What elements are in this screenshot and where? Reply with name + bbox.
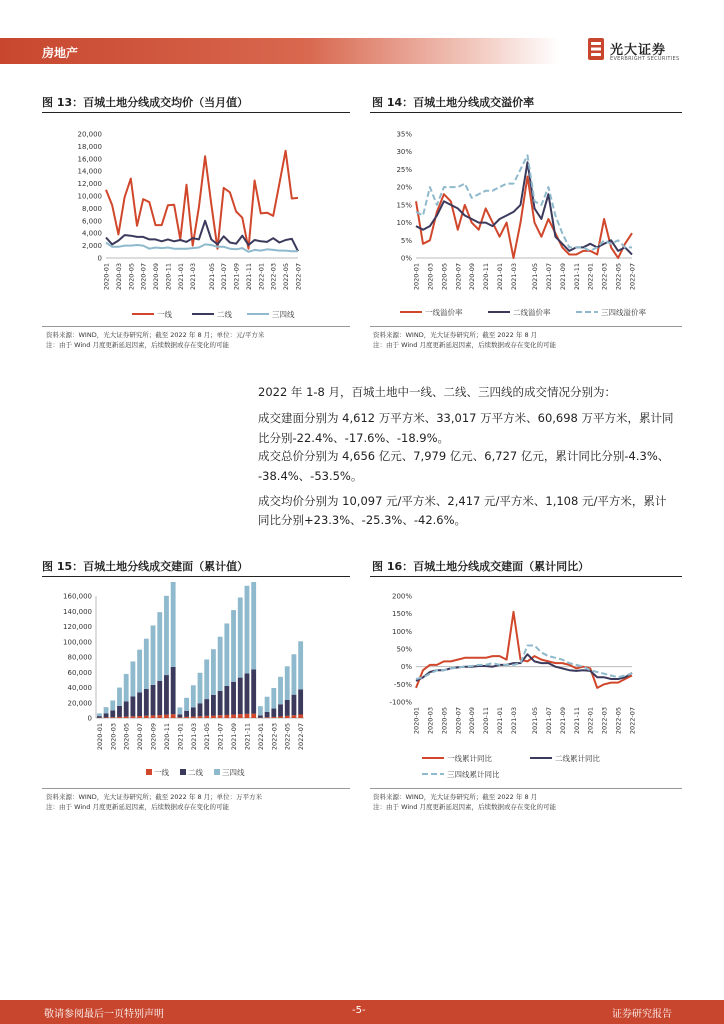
footer-report-type: 证券研究报告	[612, 1009, 672, 1020]
fig16-note: 注：由于 Wind 月度更新延迟因素，后续数据或存在变化的可能	[373, 803, 556, 811]
legend-label: 一线	[157, 310, 172, 319]
bar-segment	[251, 669, 256, 713]
y-tick-label: 0	[97, 254, 102, 263]
bar-segment	[184, 717, 189, 718]
x-tick-label: 2021-07	[216, 723, 225, 751]
x-tick-label: 2020-01	[95, 723, 104, 751]
x-tick-label: 2020-11	[162, 723, 171, 751]
x-tick-label: 2022-07	[628, 263, 637, 291]
x-tick-label: 2021-03	[189, 723, 198, 751]
bar-segment	[191, 717, 196, 718]
x-tick-label: 2020-05	[127, 263, 136, 291]
x-tick-label: 2022-01	[256, 723, 265, 751]
y-tick-label: 80,000	[67, 653, 92, 662]
bar-segment	[198, 703, 203, 716]
y-tick-label: 15%	[396, 201, 412, 210]
x-tick-label: 2020-01	[412, 707, 421, 735]
body-paragraph-price-line1: 成交总价分别为 4,656 亿元、7,979 亿元、6,727 亿元，累计同比分别-4.3%、	[258, 449, 670, 463]
bar-segment	[285, 716, 290, 718]
legend-label: 一线	[154, 768, 169, 777]
bar-segment	[137, 650, 142, 693]
brand-logo-icon	[588, 38, 604, 60]
x-tick-label: 2020-11	[482, 707, 491, 735]
bar-segment	[292, 715, 297, 718]
fig13-title: 图 13：百城土地分线成交均价（当月值）	[42, 96, 249, 109]
legend-swatch	[214, 769, 220, 775]
y-tick-label: 14,000	[77, 167, 102, 176]
fig14-title: 图 14：百城土地分线成交溢价率	[372, 96, 535, 109]
y-tick-label: 2,000	[81, 242, 102, 251]
x-tick-label: 2020-05	[440, 707, 449, 735]
bar-segment	[224, 686, 229, 715]
bar-segment	[110, 700, 115, 710]
y-tick-label: 35%	[396, 130, 412, 139]
bar-segment	[97, 716, 102, 718]
legend-label: 三四线累计同比	[447, 770, 500, 779]
y-tick-label: 16,000	[77, 155, 102, 164]
bar-segment	[177, 714, 182, 717]
bar-segment	[137, 692, 142, 716]
bar-segment	[124, 701, 129, 716]
y-tick-label: 120,000	[63, 623, 92, 631]
x-tick-label: 2020-03	[114, 263, 123, 291]
body-paragraph-avg-line2: 同比分别+23.3%、-25.3%、-42.6%。	[258, 513, 467, 527]
bar-segment	[278, 677, 283, 704]
bar-segment	[151, 685, 156, 716]
brand-name-en: EVERBRIGHT SECURITIES	[610, 56, 680, 62]
bar-segment	[124, 674, 129, 701]
x-tick-label: 2022-07	[294, 263, 303, 291]
x-tick-label: 2022-05	[614, 263, 623, 291]
y-tick-label: 0	[87, 714, 92, 723]
fig15-title: 图 15：百城土地分线成交建面（累计值）	[42, 560, 249, 573]
x-tick-label: 2021-01	[176, 723, 185, 751]
x-tick-label: 2021-11	[572, 707, 581, 735]
x-tick-label: 2020-03	[426, 707, 435, 735]
brand-logo	[588, 36, 688, 66]
y-tick-label: 0%	[400, 663, 412, 672]
y-tick-label: 160,000	[63, 592, 92, 601]
bar-segment	[251, 582, 256, 669]
bar-segment	[265, 717, 270, 718]
fig14-rule	[370, 112, 682, 113]
fig13-rule	[42, 112, 350, 113]
legend-label: 二线溢价率	[513, 308, 551, 317]
bar-segment	[224, 715, 229, 718]
bar-segment	[298, 714, 303, 718]
bar-segment	[171, 667, 176, 714]
x-tick-label: 2020-05	[440, 263, 449, 291]
bar-segment	[271, 709, 276, 717]
x-tick-label: 2021-09	[230, 723, 239, 751]
bar-segment	[157, 715, 162, 718]
x-tick-label: 2020-11	[164, 263, 173, 291]
fig13-note: 注：由于 Wind 月度更新延迟因素，后续数据或存在变化的可能	[46, 341, 229, 349]
bar-segment	[104, 707, 109, 713]
y-tick-label: -100%	[389, 698, 412, 707]
fig15-chart	[42, 582, 350, 786]
bar-segment	[298, 689, 303, 714]
fig16-rule-bottom	[370, 788, 682, 789]
legend-label: 三四线溢价率	[601, 308, 646, 317]
x-tick-label: 2021-09	[558, 263, 567, 291]
bar-segment	[157, 612, 162, 681]
x-tick-label: 2021-11	[244, 263, 253, 291]
legend-swatch	[180, 769, 186, 775]
legend-label: 一线累计同比	[447, 754, 492, 763]
series-line	[106, 243, 298, 252]
y-tick-label: 100,000	[63, 638, 92, 647]
bar-segment	[278, 716, 283, 718]
bar-segment	[130, 661, 135, 696]
fig13-rule-bottom	[42, 326, 350, 327]
bar-segment	[117, 717, 122, 718]
bar-segment	[184, 698, 189, 711]
bar-segment	[110, 710, 115, 717]
fig16-title: 图 16：百城土地分线成交建面（累计同比）	[372, 560, 590, 573]
y-tick-label: -50%	[393, 680, 412, 689]
y-tick-label: 20,000	[77, 130, 102, 139]
body-paragraph-intro: 2022 年 1-8 月，百城土地中一线、二线、三四线的成交情况分别为：	[258, 385, 617, 399]
x-tick-label: 2020-09	[468, 263, 477, 291]
fig14-note: 注：由于 Wind 月度更新延迟因素，后续数据或存在变化的可能	[373, 341, 556, 349]
x-tick-label: 2022-05	[614, 707, 623, 735]
bar-segment	[117, 688, 122, 706]
y-tick-label: 60,000	[67, 668, 92, 677]
legend-label: 二线	[217, 310, 232, 319]
bar-segment	[151, 625, 156, 684]
fig15-rule-bottom	[42, 788, 350, 789]
x-tick-label: 2020-09	[468, 707, 477, 735]
bar-segment	[245, 673, 250, 713]
bar-segment	[245, 586, 250, 674]
x-tick-label: 2022-03	[600, 263, 609, 291]
bar-segment	[218, 691, 223, 715]
bar-segment	[130, 696, 135, 716]
bar-segment	[171, 582, 176, 667]
x-tick-label: 2020-07	[454, 707, 463, 735]
bar-segment	[177, 707, 182, 714]
bar-segment	[198, 716, 203, 718]
bar-segment	[104, 717, 109, 718]
bar-segment	[137, 716, 142, 718]
y-tick-label: 40,000	[67, 684, 92, 692]
bar-segment	[130, 716, 135, 718]
x-tick-label: 2021-11	[243, 723, 252, 751]
y-tick-label: 6,000	[81, 217, 102, 226]
footer-disclaimer: 敬请参阅最后一页特别声明	[44, 1009, 164, 1020]
bar-segment	[151, 715, 156, 718]
bar-segment	[184, 711, 189, 717]
bar-segment	[218, 715, 223, 718]
bar-segment	[292, 695, 297, 716]
y-tick-label: 200%	[391, 592, 412, 601]
x-tick-label: 2021-09	[558, 707, 567, 735]
x-tick-label: 2022-07	[628, 707, 637, 735]
x-tick-label: 2020-07	[454, 263, 463, 291]
y-tick-label: 0%	[400, 254, 412, 263]
y-tick-label: 8,000	[81, 204, 102, 213]
fig13-chart	[42, 118, 350, 324]
x-tick-label: 2020-05	[122, 723, 131, 751]
bar-segment	[211, 649, 216, 695]
bar-segment	[124, 717, 129, 718]
x-tick-label: 2021-07	[544, 263, 553, 291]
bar-segment	[271, 717, 276, 718]
bar-segment	[265, 697, 270, 712]
y-tick-label: 150%	[391, 610, 412, 619]
x-tick-label: 2021-03	[510, 707, 519, 735]
fig15-rule	[42, 576, 350, 577]
bar-segment	[245, 714, 250, 718]
x-tick-label: 2020-03	[109, 723, 118, 751]
x-tick-label: 2020-03	[426, 263, 435, 291]
legend-label: 二线累计同比	[555, 754, 600, 763]
bar-segment	[164, 596, 169, 675]
bar-segment	[218, 637, 223, 691]
y-tick-label: 50%	[396, 645, 412, 654]
x-tick-label: 2021-01	[176, 263, 185, 291]
x-tick-label: 2022-01	[257, 263, 266, 291]
x-tick-label: 2021-03	[510, 263, 519, 291]
x-tick-label: 2021-01	[496, 263, 505, 291]
x-tick-label: 2020-11	[482, 263, 491, 291]
bar-segment	[224, 623, 229, 686]
bar-segment	[238, 598, 243, 678]
bar-segment	[164, 675, 169, 715]
bar-segment	[204, 716, 209, 718]
legend-label: 一线溢价率	[425, 308, 463, 317]
brand-name-cn: 光大证券	[610, 43, 667, 58]
bar-segment	[285, 700, 290, 716]
x-tick-label: 2020-09	[149, 723, 158, 751]
legend-label: 二线	[188, 768, 203, 777]
y-tick-label: 140,000	[63, 607, 92, 616]
bar-segment	[117, 706, 122, 717]
series-line	[416, 654, 632, 681]
header-bar	[0, 38, 560, 64]
body-paragraph-area-line1: 成交建面分别为 4,612 万平方米、33,017 万平方米、60,698 万平方米，累计同	[258, 411, 674, 425]
bar-segment	[292, 654, 297, 694]
fig14-chart	[370, 118, 682, 324]
bar-segment	[144, 639, 149, 689]
y-tick-label: 10%	[396, 219, 412, 228]
bar-segment	[265, 712, 270, 717]
bar-segment	[231, 715, 236, 718]
x-tick-label: 2020-01	[412, 263, 421, 291]
y-tick-label: 10,000	[77, 192, 102, 201]
fig14-rule-bottom	[370, 326, 682, 327]
x-tick-label: 2022-01	[586, 707, 595, 735]
y-tick-label: 5%	[400, 236, 412, 245]
bar-segment	[231, 610, 236, 682]
bar-segment	[171, 714, 176, 718]
bar-segment	[204, 699, 209, 716]
bar-segment	[191, 685, 196, 707]
bar-segment	[144, 689, 149, 716]
bar-segment	[204, 659, 209, 699]
fig15-source: 资料来源：WIND，光大证券研究所；截至 2022 年 8 月；单位：万平方米	[46, 793, 263, 801]
x-tick-label: 2021-05	[207, 263, 216, 291]
y-tick-label: 4,000	[81, 229, 102, 238]
x-tick-label: 2021-07	[544, 707, 553, 735]
x-tick-label: 2022-05	[282, 263, 291, 291]
x-tick-label: 2020-01	[102, 263, 111, 291]
x-tick-label: 2020-09	[152, 263, 161, 291]
bar-segment	[211, 695, 216, 716]
body-paragraph-avg-line1: 成交均价分别为 10,097 元/平方米、2,417 元/平方米、1,108 元/平方米，累计	[258, 494, 667, 508]
x-tick-label: 2021-01	[496, 707, 505, 735]
bar-segment	[211, 716, 216, 718]
bar-segment	[198, 673, 203, 704]
page-number: -5-	[352, 1005, 366, 1016]
series-line	[106, 151, 298, 249]
x-tick-label: 2020-07	[136, 723, 145, 751]
bar-segment	[298, 641, 303, 689]
body-paragraph-price-line2: -38.4%、-53.5%。	[258, 469, 363, 483]
bar-segment	[104, 713, 109, 717]
x-tick-label: 2022-05	[283, 723, 292, 751]
bar-segment	[238, 714, 243, 718]
bar-segment	[231, 682, 236, 715]
y-tick-label: 30%	[396, 148, 412, 157]
x-tick-label: 2021-11	[572, 263, 581, 291]
fig13-source: 资料来源：WIND，光大证券研究所；截至 2022 年 8 月；单位：元/平方米	[46, 331, 265, 339]
legend-label: 三四线	[222, 768, 245, 777]
bar-segment	[110, 717, 115, 718]
footer-bar	[0, 1000, 724, 1024]
y-tick-label: 12,000	[77, 180, 102, 189]
bar-segment	[164, 715, 169, 718]
bar-segment	[177, 717, 182, 718]
y-tick-label: 20,000	[67, 699, 92, 708]
x-tick-label: 2022-03	[269, 263, 278, 291]
bar-segment	[251, 714, 256, 718]
fig16-source: 资料来源：WIND，光大证券研究所；截至 2022 年 8 月	[373, 793, 538, 801]
bar-segment	[144, 716, 149, 718]
x-tick-label: 2022-07	[297, 723, 306, 751]
section-title: 房地产	[42, 46, 79, 60]
body-paragraph-area-line2: 比分别-22.4%、-17.6%、-18.9%。	[258, 431, 450, 445]
x-tick-label: 2022-03	[600, 707, 609, 735]
x-tick-label: 2021-05	[530, 707, 539, 735]
fig15-note: 注：由于 Wind 月度更新延迟因素，后续数据或存在变化的可能	[46, 803, 229, 811]
fig16-chart	[370, 582, 682, 786]
bar-segment	[157, 681, 162, 715]
x-tick-label: 2021-09	[232, 263, 241, 291]
x-tick-label: 2021-05	[203, 723, 212, 751]
x-tick-label: 2021-03	[189, 263, 198, 291]
x-tick-label: 2022-01	[586, 263, 595, 291]
x-tick-label: 2021-05	[530, 263, 539, 291]
bar-segment	[97, 713, 102, 716]
x-tick-label: 2021-07	[220, 263, 229, 291]
legend-label: 三四线	[272, 310, 295, 319]
y-tick-label: 25%	[396, 165, 412, 174]
y-tick-label: 100%	[391, 627, 412, 636]
fig14-source: 资料来源：WIND，光大证券研究所；截至 2022 年 8 月	[373, 331, 538, 339]
bar-segment	[258, 715, 263, 717]
bar-segment	[258, 706, 263, 715]
fig16-rule	[370, 576, 682, 577]
y-tick-label: 20%	[396, 183, 412, 192]
bar-segment	[271, 688, 276, 709]
bar-segment	[278, 704, 283, 716]
bar-segment	[238, 678, 243, 715]
legend-swatch	[146, 769, 152, 775]
bar-segment	[191, 707, 196, 716]
y-tick-label: 18,000	[77, 142, 102, 151]
x-tick-label: 2020-07	[139, 263, 148, 291]
bar-segment	[285, 666, 290, 700]
x-tick-label: 2022-03	[270, 723, 279, 751]
